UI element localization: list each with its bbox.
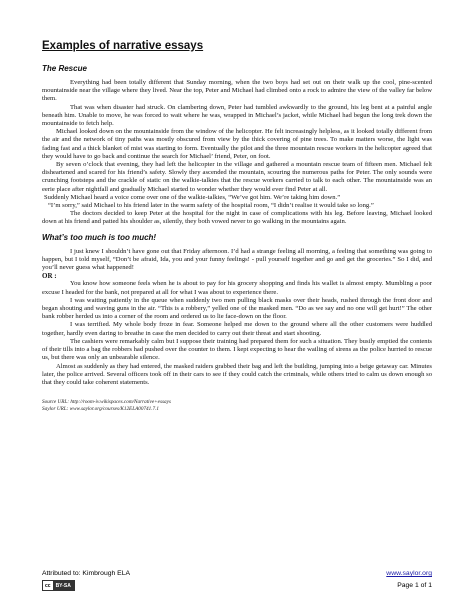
paragraph: I was terrified. My whole body froze in fear. Someone helped me down to the ground where all the other customers were huddled together, hardly even daring to breathe in case the men decided to carry out their threat and start shooting. (42, 321, 432, 337)
paragraph: That was when disaster had struck. On clambering down, Peter had tumbled awkwardly to the ground, his leg bent at a painful angle beneath him. Unable to move, he was forced to wait where he was, wrapped in Michael’s jacket, while Michael had begun the long trek down the mountainside to fetch help. (42, 103, 432, 128)
paragraph: The cashiers were remarkably calm but I suppose their training had prepared them for such a situation. They busily emptied the contents of their tills into a bag the robbers had pushed over the counter to them. I kept expecting to hear the wailing of sirens as the police hurried to rescue us, but there was only an unbearable silence. (42, 337, 432, 362)
source-url: Source URL: http://room-iv.wikispaces.com/Narrative+essays (42, 399, 171, 406)
cc-by-sa-icon (42, 580, 75, 591)
page-number: Page 1 of 1 (397, 582, 432, 589)
saylor-link[interactable]: www.saylor.org (386, 570, 432, 577)
attribution-text: Attributed to: Kimbrough ELA (42, 570, 131, 577)
or-label: OR : (42, 272, 57, 281)
paragraph: Michael looked down on the mountainside from the window of the helicopter. He felt increasingly helpless, as it looked totally different from the air and the network of tiny paths was mostly obscured from view by the thick covering of pine trees. To make matters worse, the light was fading fast and a thick blanket of mist was starting to form. Eventually the pilot and the three mountain rescue workers in the helicopter agreed that they would have to go back and continue the search for Michael’ friend, Peter, on foot. (42, 128, 432, 160)
footer (42, 570, 432, 591)
paragraph: The doctors decided to keep Peter at the hospital for the night in case of complications with his leg. Before leaving, Michael looked down at his friend and patted his shoulder as, silently, they both vowed never to go walking in the mountains again. (42, 210, 432, 226)
paragraph: Almost as suddenly as they had entered, the masked raiders grabbed their bag and left the building, jumping into a beige getaway car. Minutes later, the police arrived. Several officers took off in their cars to see if they could catch the criminals, while others tried to calm us down enough so that they could take coherent statements. (42, 362, 432, 386)
paragraph: Suddenly Michael heard a voice come over one of the walkie-talkies, “We’ve got him. We’re taking him down.” (44, 193, 341, 201)
paragraph: I was waiting patiently in the queue when suddenly two men pulling black masks over their heads, rushed through the front door and began shouting and waving guns in the air. “This is a robbery,” yelled one of the masked men. “Do as we say and no one will get hurt!” The other bank robber herded us into a corner of the room and ordered us to lie face-down on the floor. (42, 296, 432, 321)
section-title-too-much: What’s too much is too much! (42, 232, 157, 242)
cc-label: cc (45, 582, 51, 589)
by-sa-label: BY-SA (53, 581, 74, 590)
paragraph: I just knew I shouldn’t have gone out that Friday afternoon. I’d had a strange feeling all morning, a feeling that something was going to happen, but I told myself, “Don’t be afraid, Ida, you and your funny feelings! - pull yourself together and go and get the groceries.” So I did, and you’ll never guess what happened! (42, 247, 432, 272)
section-title-rescue: The Rescue (42, 64, 87, 73)
paragraph: You know how someone feels when he is about to pay for his grocery shopping and finds his wallet is almost empty. Mumbling a poor excuse I headed for the bank, not prepared at all for what I was about to experience there. (42, 280, 432, 296)
document-title: Examples of narrative essays (42, 40, 204, 52)
saylor-url: Saylor URL: www.saylor.org/courses/K12ELA00741.7.1 (42, 405, 160, 412)
source-urls (42, 399, 432, 412)
paragraph: “I’m sorry,” said Michael to his friend later in the warm safety of the hospital room, “I didn’t realise it would take so long.” (48, 202, 374, 210)
paragraph: By seven o’clock that evening, they had left the helicopter in the village and gathered a mountain rescue team of fifteen men. Michael felt disheartened and scared for his friend’s safety. Slowly they ascended the mountain, scouring the numerous paths for Peter. The only sounds were crunching footsteps and the crackle of static on the walkie-talkies that the rescue workers carried to talk to each other. The mountainside was an eerie place after nightfall and gradually Michael started to wonder whether they would ever find Peter at all. (42, 161, 432, 193)
paragraph: Everything had been totally different that Sunday morning, when the two boys had set out on their walk up the cool, pine-scented mountainside near the village where they lived. Near the top, Peter and Michael had climbed onto a rock to admire the view of the valley far below them. (42, 79, 432, 103)
